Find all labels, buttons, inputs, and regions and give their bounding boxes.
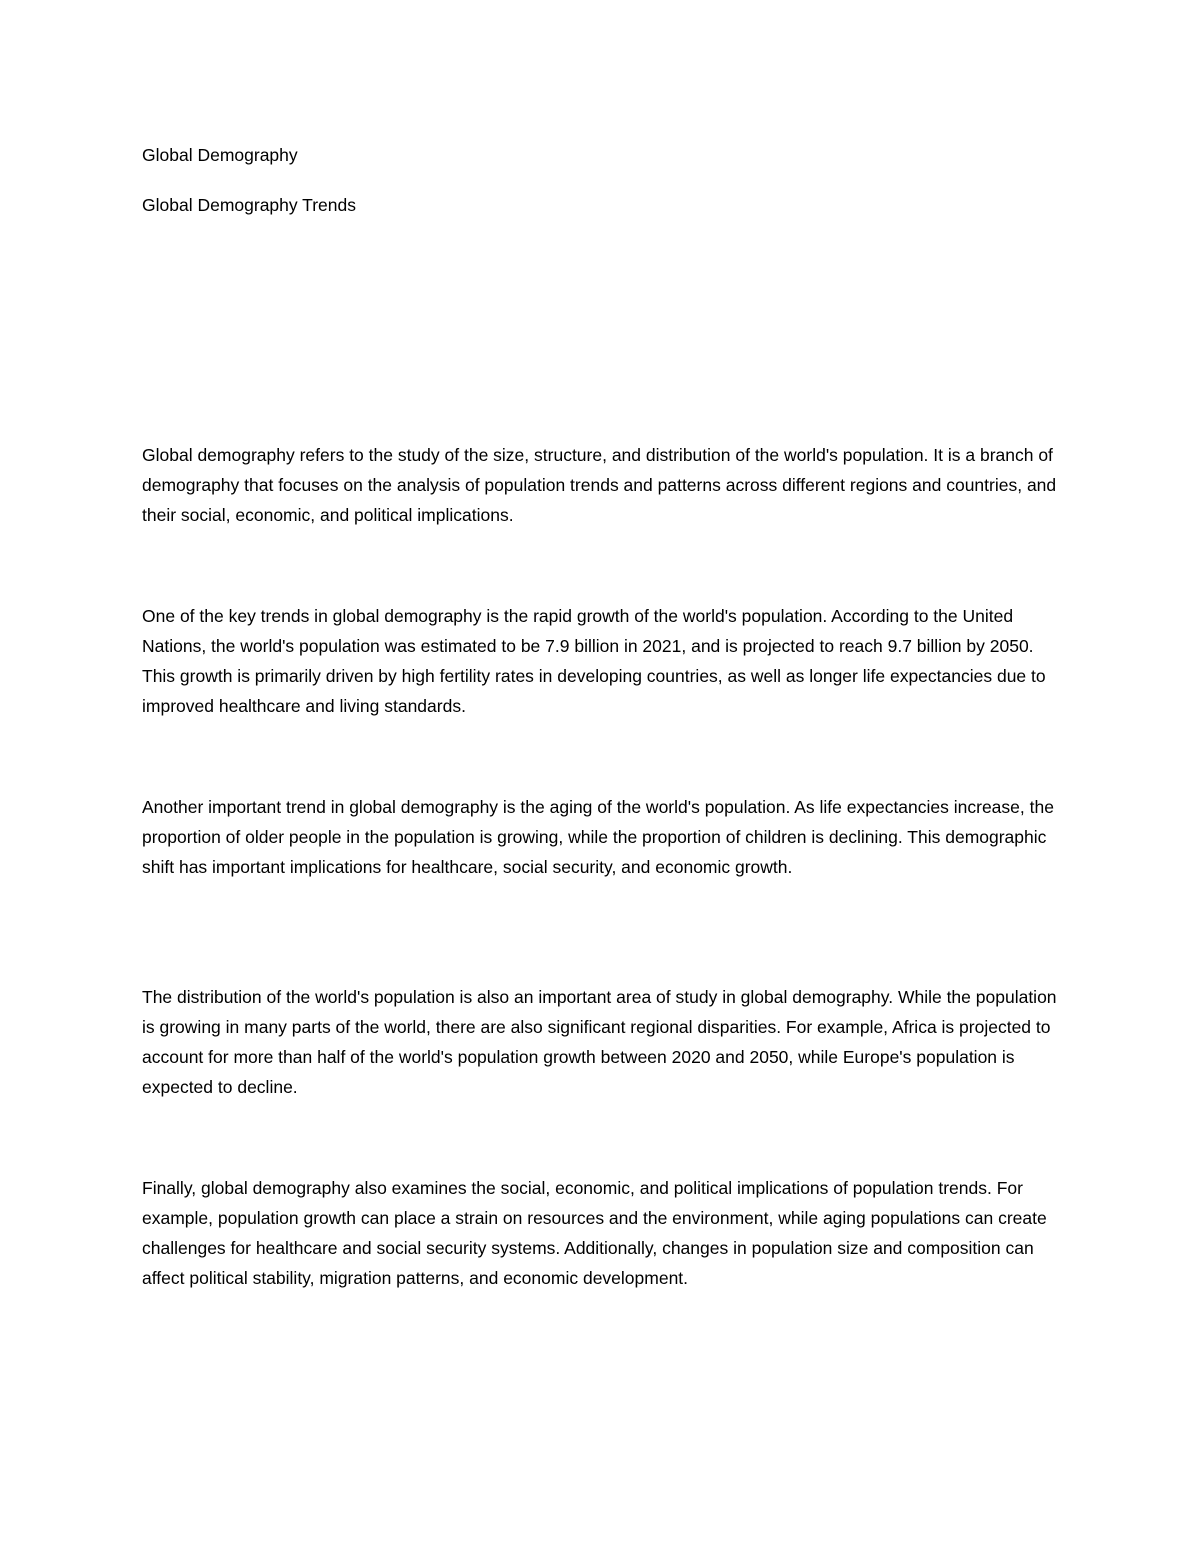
- paragraph-aging: Another important trend in global demography is the aging of the world's population. As life expectancies increase, the proportion of older people in the population is growing, while the proportion of children is declining. This demographic shift has important implications for healthcare, social security, and economic growth.: [142, 797, 1054, 877]
- document-subtitle: Global Demography Trends: [142, 195, 356, 215]
- paragraph-distribution: The distribution of the world's population is also an important area of study in global demography. While the population is growing in many parts of the world, there are also significant regional disparities. For example, Africa is projected to account for more than half of the world's population growth between 2020 and 2050, while Europe's population is expected to decline.: [142, 987, 1057, 1097]
- paragraph-population-growth: One of the key trends in global demography is the rapid growth of the world's population. According to the United Nations, the world's population was estimated to be 7.9 billion in 2021, and is projected to reach 9.7 billion by 2050. This growth is primarily driven by high fertility rates in developing countries, as well as longer life expectancies due to improved healthcare and living standards.: [142, 606, 1046, 716]
- paragraph-implications: Finally, global demography also examines the social, economic, and political implications of population trends. For example, population growth can place a strain on resources and the environment, while aging populations can create challenges for healthcare and social security systems. Additionally, changes in population size and composition can affect political stability, migration patterns, and economic development.: [142, 1178, 1047, 1288]
- document-title: Global Demography: [142, 145, 298, 165]
- paragraph-definition: Global demography refers to the study of the size, structure, and distribution of the world's population. It is a branch of demography that focuses on the analysis of population trends and patterns across different regions and countries, and their social, economic, and political implications.: [142, 445, 1057, 525]
